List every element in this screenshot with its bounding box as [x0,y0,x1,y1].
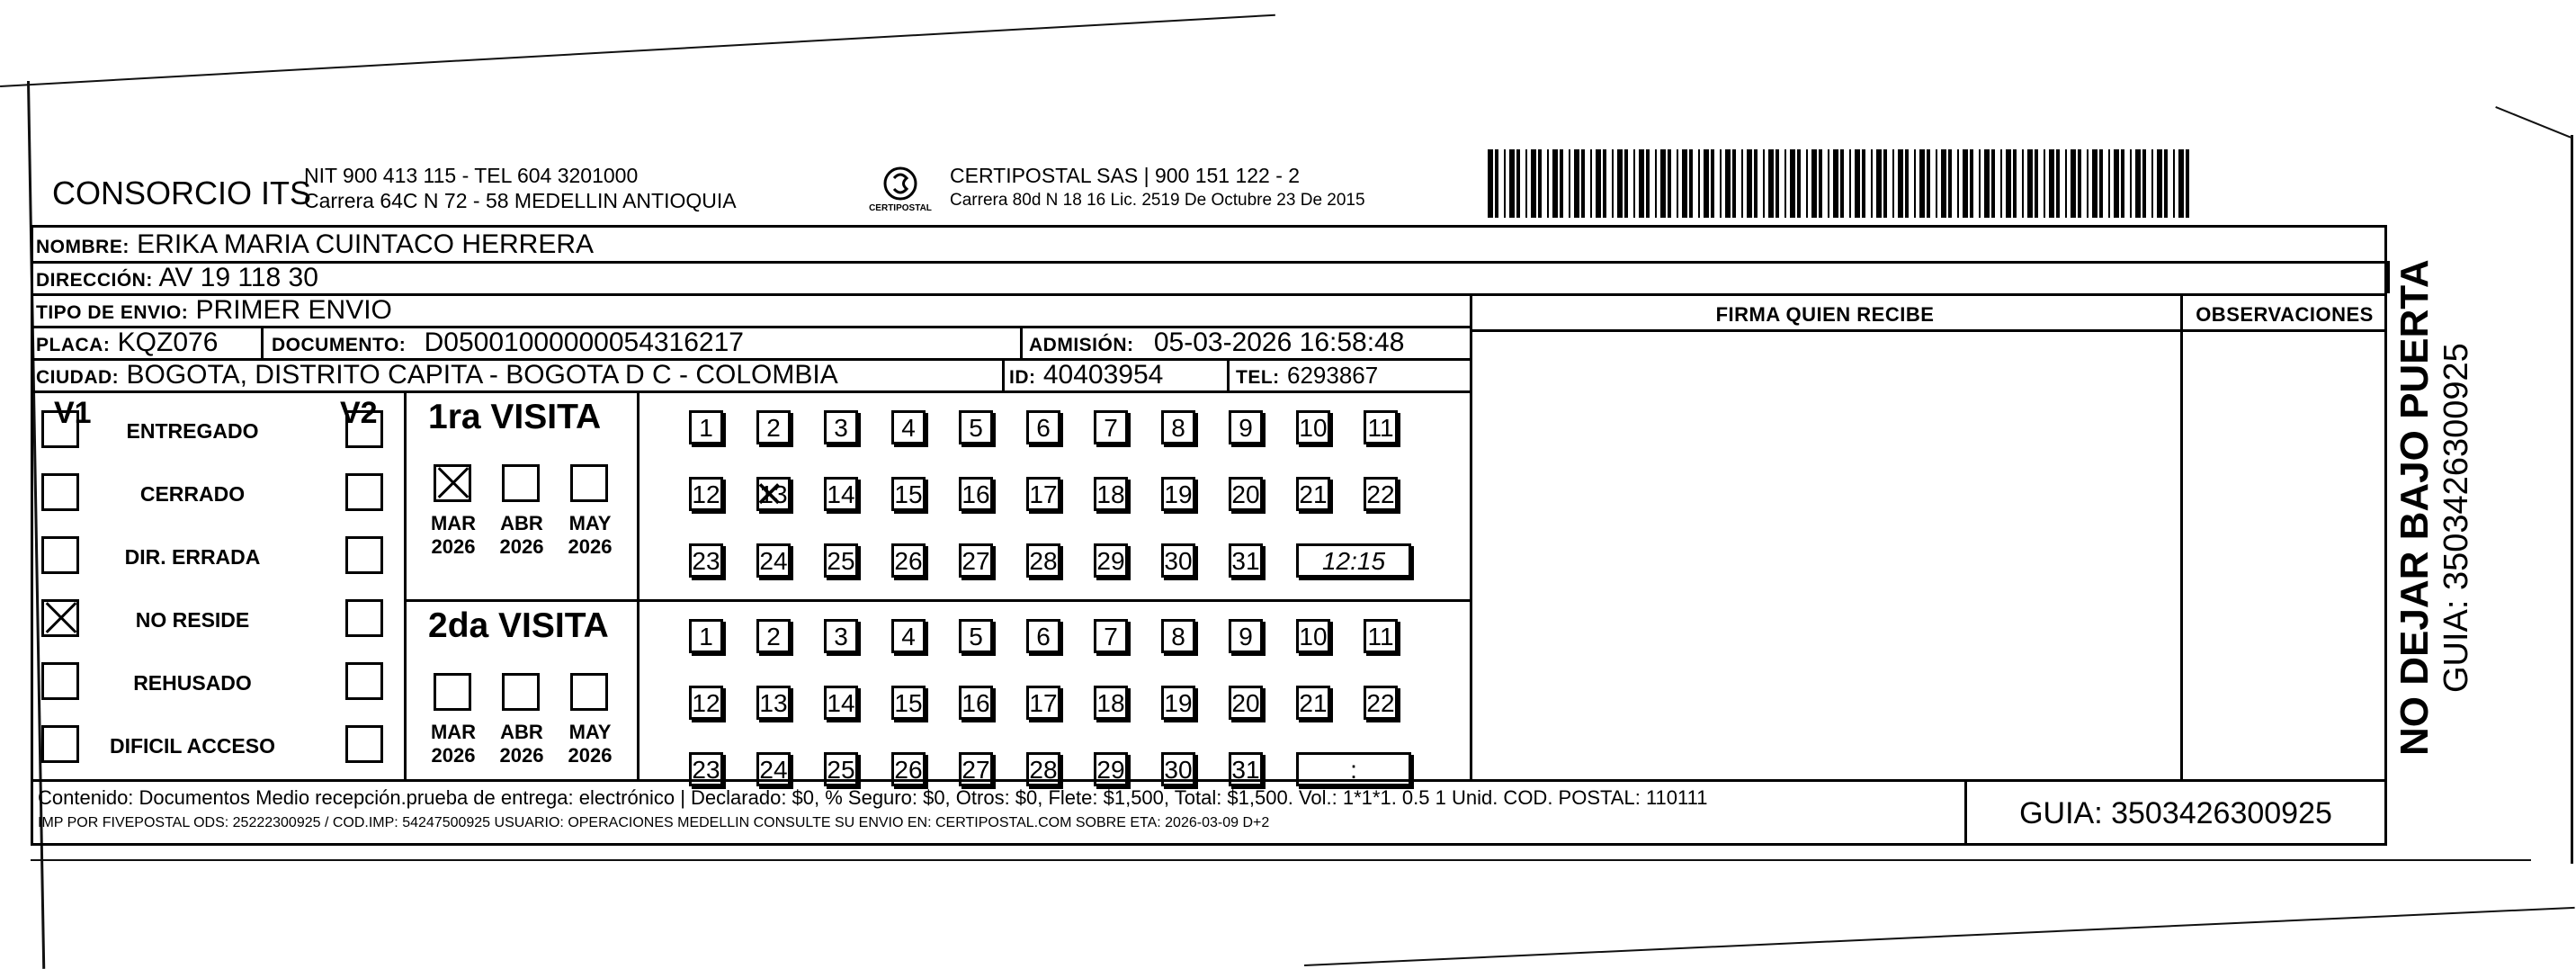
day-box[interactable]: 15 [891,477,926,511]
month-checkbox[interactable] [434,464,471,502]
day-box[interactable]: 16 [959,686,993,720]
month-label: MAR [430,721,477,743]
day-box[interactable]: 22 [1364,477,1398,511]
barcode-bar [1581,149,1585,218]
day-box[interactable]: 1 [689,619,723,653]
barcode-bar [1862,149,1865,218]
side-guia: GUIA: 3503426300925 [2437,343,2475,693]
day-box[interactable]: 31 [1229,543,1263,578]
day-box[interactable]: 23 [689,752,723,786]
barcode-bar [1927,149,1930,218]
barcode-bar [1833,149,1838,218]
day-box[interactable]: 5 [959,619,993,653]
tipo-label: TIPO DE ENVIO: [36,302,189,323]
barcode-bar [1768,149,1774,218]
placa-label: PLACA: [36,335,111,355]
visit-title: 1ra VISITA [428,398,602,436]
barcode-bar [1840,149,1844,218]
barcode-bar [2130,149,2132,218]
day-box[interactable]: 30 [1161,752,1195,786]
barcode-bar [1784,149,1786,218]
year-label: 2026 [568,744,613,767]
day-box[interactable]: 19 [1161,477,1195,511]
id-label: ID: [1009,367,1036,388]
barcode-bar [1871,149,1873,218]
month-checkbox[interactable] [570,464,608,502]
company-name: CONSORCIO ITS [52,175,312,211]
barcode-bar [1617,149,1623,218]
month-checkbox[interactable] [434,673,471,711]
day-box[interactable]: 13 × [756,477,791,511]
day-box[interactable]: 27 [959,543,993,578]
day-box[interactable]: 27 [959,752,993,786]
divider [31,779,2387,782]
admision-value: 05-03-2026 16:58:48 [1153,327,1405,357]
scan-edge-right-vert [2571,135,2573,864]
barcode-bar [1790,149,1795,218]
v2-checkbox[interactable] [345,536,383,574]
day-box[interactable]: 17 [1026,686,1060,720]
day-box[interactable]: 18 [1094,477,1128,511]
barcode-bar [1646,149,1650,218]
certipostal-logo-icon [860,164,941,221]
ciudad-label: CIUDAD: [36,367,120,388]
barcode-bar [1525,149,1527,218]
day-box[interactable]: 12 [689,686,723,720]
day-box[interactable]: 15 [891,686,926,720]
direccion-value: AV 19 118 30 [158,263,318,292]
status-label: ENTREGADO [126,419,259,443]
month-checkbox[interactable] [570,673,608,711]
barcode-bar [1596,149,1601,218]
barcode-bar [1963,149,1968,218]
scan-edge-right [2495,106,2571,139]
day-box[interactable]: 14 [824,477,858,511]
day-box[interactable]: 19 [1161,686,1195,720]
barcode-bar [1919,149,1925,218]
barcode-bar [1747,149,1752,218]
time-box[interactable]: 12:15 [1296,543,1411,578]
v1-checkbox[interactable] [41,473,79,511]
placa-value: KQZ076 [117,327,219,357]
barcode-bar [1775,149,1779,218]
status-label: CERRADO [139,482,246,506]
month-label: ABR [500,512,543,534]
barcode-bar [1509,149,1515,218]
barcode-bar [1689,149,1693,218]
barcode-bar [1569,149,1570,218]
barcode-bar [1624,149,1628,218]
barcode-bar [1797,149,1801,218]
logo-text: CERTIPOSTAL [869,203,932,213]
barcode-bar [1855,149,1860,218]
v2-checkbox[interactable] [345,599,383,637]
barcode-bar [1970,149,1973,218]
divider [2180,293,2183,779]
barcode-bar [1936,149,1937,218]
scan-edge-top [0,14,1275,87]
barcode-bar [1957,149,1959,218]
barcode-bar [2049,149,2054,218]
v1-checkbox[interactable] [41,599,79,637]
barcode-bar [2164,149,2168,218]
barcode-bar [1560,149,1563,218]
barcode-bar [2056,149,2060,218]
barcode-bar [1698,149,1700,218]
company-address: Carrera 64C N 72 - 58 MEDELLIN ANTIOQUIA [304,189,737,212]
day-box[interactable]: 7 [1094,410,1128,444]
barcode-bar [2022,149,2024,218]
barcode-bar [2099,149,2103,218]
day-box[interactable]: 26 [891,752,926,786]
day-box[interactable]: 12 [689,477,723,511]
barcode-bar [1547,149,1549,218]
day-box[interactable]: 30 [1161,543,1195,578]
year-label: 2026 [431,744,476,767]
barcode-bar [1538,149,1542,218]
day-box[interactable]: 1 [689,410,723,444]
barcode-bar [1516,149,1520,218]
barcode-bar [1725,149,1731,218]
barcode-bar [2035,149,2038,218]
divider [2387,261,2390,293]
barcode-bar [1905,149,1909,218]
barcode-bar [2013,149,2017,218]
barcode-bar [1603,149,1606,218]
barcode-bar [1504,149,1506,218]
barcode-bar [1711,149,1714,218]
barcode-bar [2151,149,2153,218]
ciudad-row [36,359,838,394]
barcode-bar [1828,149,1829,218]
barcode-bar [1883,149,1887,218]
barcode-bar [1668,149,1671,218]
v2-checkbox[interactable] [345,473,383,511]
label-header [31,144,2387,225]
direccion-row [36,262,318,297]
barcode-bar [1914,149,1916,218]
barcode-bar [1763,149,1765,218]
barcode-bar [1677,149,1678,218]
divider [404,599,1470,602]
shipping-label [31,144,2387,846]
day-box[interactable]: 9 [1229,619,1263,653]
placa-row [36,327,218,362]
documento-value: D05001000000054316217 [424,327,744,357]
direccion-label: DIRECCIÓN: [36,270,153,291]
divider [404,390,407,779]
barcode-bar [1682,149,1687,218]
barcode-bar [1488,149,1493,218]
visit-title: 2da VISITA [428,606,609,645]
barcode-bar [1660,149,1666,218]
day-box[interactable]: 5 [959,410,993,444]
status-label: NO RESIDE [135,608,250,632]
day-box[interactable]: 22 [1364,686,1398,720]
v1-checkbox[interactable] [41,410,79,448]
v2-header: V2 [340,396,378,430]
barcode-bar [1979,149,1981,218]
month-checkbox[interactable] [502,464,540,502]
day-box[interactable]: 16 [959,477,993,511]
carrier-license: Carrera 80d N 18 16 Lic. 2519 De Octubre 23 De 2015 [950,191,1365,210]
day-box[interactable]: 8 [1161,410,1195,444]
barcode-bar [1495,149,1498,218]
barcode-bar [1741,149,1743,218]
barcode-bar [1704,149,1709,218]
day-box[interactable]: 6 [1026,619,1060,653]
year-label: 2026 [499,744,544,767]
day-box[interactable]: 6 [1026,410,1060,444]
v2-checkbox[interactable] [345,410,383,448]
day-box[interactable]: 7 [1094,619,1128,653]
year-label: 2026 [431,535,476,558]
ciudad-value: BOGOTA, DISTRITO CAPITA - BOGOTA D C - COLOMBIA [126,360,838,390]
nombre-row [36,229,594,264]
month-label: ABR [500,721,543,743]
barcode-bar [1892,149,1894,218]
status-label: REHUSADO [133,671,252,695]
year-label: 2026 [499,535,544,558]
barcode-bar [1811,149,1817,218]
v1-header: V1 [54,396,92,430]
barcode-bar [1612,149,1614,218]
day-box[interactable]: 20 [1229,477,1263,511]
scan-edge-bottom [1304,907,2575,966]
barcode-bar [2071,149,2076,218]
barcode-bar [1531,149,1536,218]
day-box[interactable]: 11 [1364,410,1398,444]
barcode-bar [2178,149,2184,218]
day-box[interactable]: 25 [824,543,858,578]
day-box[interactable]: 28 [1026,752,1060,786]
day-box[interactable]: 21 [1296,686,1330,720]
firma-header: FIRMA QUIEN RECIBE [1715,303,1935,326]
barcode-bar [2092,149,2097,218]
footer-guia: GUIA: 3503426300925 [2019,796,2332,830]
day-box[interactable]: 24 [756,543,791,578]
admision-label: ADMISIÓN: [1029,335,1134,355]
documento-label: DOCUMENTO: [272,335,407,355]
month-checkbox[interactable] [502,673,540,711]
day-box[interactable]: 4 [891,619,926,653]
barcode-bar [1806,149,1808,218]
barcode-bar [2027,149,2033,218]
nombre-label: NOMBRE: [36,237,130,257]
barcode-bar [1639,149,1644,218]
day-box[interactable]: 20 [1229,686,1263,720]
barcode-bar [1590,149,1592,218]
documento-row [272,327,744,362]
day-box[interactable]: 13 [756,686,791,720]
day-box[interactable]: 2 [756,410,791,444]
barcode-bar [1633,149,1635,218]
barcode-bar [1655,149,1657,218]
barcode-image [1488,149,2198,218]
tipo-row [36,294,392,329]
day-box[interactable]: 3 [824,619,858,653]
nombre-value: ERIKA MARIA CUINTACO HERRERA [137,229,595,259]
day-box[interactable]: 18 [1094,686,1128,720]
barcode-bar [1876,149,1882,218]
barcode-bar [1898,149,1903,218]
day-box[interactable]: 10 [1296,410,1330,444]
day-box[interactable]: 26 [891,543,926,578]
barcode-bar [1720,149,1722,218]
barcode-bar [1948,149,1952,218]
footer-content: Contenido: Documentos Medio recepción.prueba de entrega: electrónico | Declarado: $0, % Seguro: $0, Otros: $0, Flete: $1,500, Total: $1,500. Vol.: 1*1*1. 0.5 1 Unid. COD. POSTAL: 110111 [38,786,1708,809]
v2-checkbox[interactable] [345,725,383,763]
id-value: 40403954 [1042,360,1164,390]
barcode-bar [1819,149,1822,218]
day-box[interactable]: 28 [1026,543,1060,578]
barcode-bar [2186,149,2189,218]
day-box[interactable]: 14 [824,686,858,720]
barcode-bar [2065,149,2067,218]
divider [1020,326,1023,358]
day-box[interactable]: 31 [1229,752,1263,786]
month-label: MAY [568,721,612,743]
barcode-bar [1991,149,1995,218]
day-box[interactable]: 29 [1094,752,1128,786]
barcode-bar [2142,149,2146,218]
barcode-bar [1754,149,1758,218]
observaciones-header: OBSERVACIONES [2196,303,2374,326]
day-box[interactable]: 21 [1296,477,1330,511]
barcode-bar [2157,149,2162,218]
day-box[interactable]: 10 [1296,619,1330,653]
divider [1227,358,1230,390]
barcode-bar [2044,149,2045,218]
barcode-bar [1574,149,1579,218]
barcode-bar [2087,149,2089,218]
v1-checkbox[interactable] [41,662,79,700]
day-box[interactable]: 9 [1229,410,1263,444]
scan-edge-lower [31,859,2531,861]
side-warning: NO DEJAR BAJO PUERTA [2393,259,2437,756]
barcode-bar [2006,149,2011,218]
divider [637,390,640,779]
day-box[interactable]: 11 [1364,619,1398,653]
day-box[interactable]: 3 [824,410,858,444]
firma-area[interactable] [1473,333,2178,777]
day-box[interactable]: 2 [756,619,791,653]
tel-label: TEL: [1236,367,1280,388]
day-box[interactable]: 24 [756,752,791,786]
barcode-bar [2114,149,2119,218]
barcode-bar [2078,149,2081,218]
day-box[interactable]: 4 [891,410,926,444]
barcode-bar [2135,149,2141,218]
company-nit: NIT 900 413 115 - TEL 604 3201000 [304,164,639,187]
month-label: MAR [430,512,477,534]
time-box[interactable]: : [1296,752,1411,786]
day-box[interactable]: 25 [824,752,858,786]
tel-value: 6293867 [1287,362,1379,389]
barcode-bar [1732,149,1736,218]
v1-checkbox[interactable] [41,536,79,574]
id-row [1009,359,1163,394]
carrier-name: CERTIPOSTAL SAS | 900 151 122 - 2 [950,164,1301,187]
barcode-bar [2121,149,2124,218]
day-box[interactable]: 29 [1094,543,1128,578]
day-box[interactable]: 8 [1161,619,1195,653]
divider [1470,293,1472,779]
day-box[interactable]: 23 [689,543,723,578]
divider [261,326,264,358]
barcode-bar [2108,149,2110,218]
barcode-bar [2173,149,2175,218]
tipo-value: PRIMER ENVIO [195,295,392,325]
barcode-bar [1849,149,1851,218]
tel-row [1236,359,1378,394]
month-label: MAY [568,512,612,534]
observaciones-area[interactable] [2184,333,2385,777]
status-label: DIFICIL ACCESO [109,734,275,758]
divider [1002,358,1005,390]
v2-checkbox[interactable] [345,662,383,700]
barcode-bar [2000,149,2002,218]
barcode-bar [1941,149,1946,218]
barcode-bar [1984,149,1990,218]
status-label: DIR. ERRADA [124,545,261,569]
footer-imp: IMP POR FIVEPOSTAL ODS: 25222300925 / COD.IMP: 54247500925 USUARIO: OPERACIONES MEDELLIN CONSULTE SU ENVIO EN: CERTIPOSTAL.COM SOBRE ETA: 2026-03-09 D+2 [38,815,1270,830]
barcode-bar [1552,149,1558,218]
v1-checkbox[interactable] [41,725,79,763]
day-box[interactable]: 17 [1026,477,1060,511]
year-label: 2026 [568,535,613,558]
admision-row [1029,327,1404,362]
